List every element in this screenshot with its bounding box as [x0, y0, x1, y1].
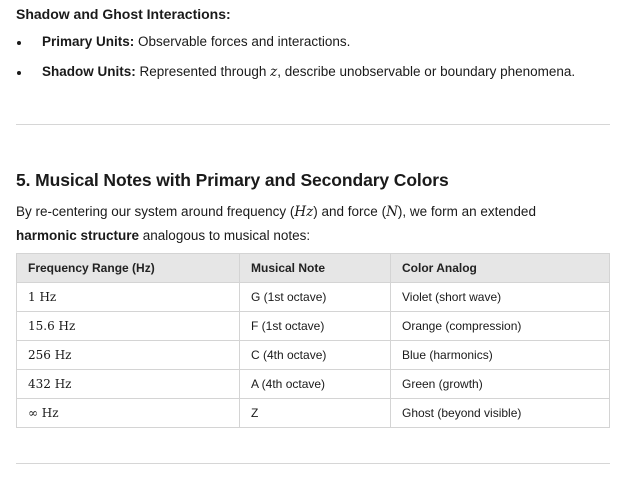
table-row	[17, 399, 610, 428]
cell-frequency: 256 Hz	[17, 341, 240, 370]
column-header-note: Musical Note	[240, 254, 391, 283]
table-row	[17, 283, 610, 312]
cell-color: Ghost (beyond visible)	[391, 399, 610, 428]
para-bold: harmonic structure	[16, 228, 140, 243]
cell-frequency: 15.6 Hz	[17, 312, 240, 341]
para-text: ), we form an extended	[397, 204, 536, 219]
cell-note: A (4th octave)	[240, 370, 391, 399]
bullet-text: , describe unobservable or boundary phenomena.	[277, 64, 576, 79]
cell-color: Violet (short wave)	[391, 283, 610, 312]
horizontal-divider	[16, 124, 610, 125]
cell-color: Blue (harmonics)	[391, 341, 610, 370]
table-row	[17, 341, 610, 370]
para-text: By re-centering our system around frequency (	[16, 204, 295, 219]
cell-frequency: 1 Hz	[17, 283, 240, 312]
math-hz: Hz	[294, 204, 314, 220]
math-n: N	[386, 204, 398, 220]
section-paragraph	[16, 200, 610, 247]
section-title: 5. Musical Notes with Primary and Secondary Colors	[16, 170, 449, 190]
cell-note: Z	[240, 399, 391, 428]
bullet-text: Observable forces and interactions.	[134, 34, 351, 49]
bullet-dot	[17, 41, 21, 45]
cell-color: Green (growth)	[391, 370, 610, 399]
cell-frequency: 432 Hz	[17, 370, 240, 399]
bullet-list	[16, 34, 610, 94]
bullet-dot	[17, 71, 21, 75]
cell-note: G (1st octave)	[240, 283, 391, 312]
table-row	[17, 370, 610, 399]
list-item	[16, 34, 610, 50]
cell-frequency: ∞ Hz	[17, 399, 240, 428]
bullet-label: Primary Units:	[42, 34, 135, 49]
cell-note: C (4th octave)	[240, 341, 391, 370]
column-header-frequency: Frequency Range (Hz)	[17, 254, 240, 283]
section-heading: Shadow and Ghost Interactions:	[16, 6, 231, 22]
cell-note: F (1st octave)	[240, 312, 391, 341]
table-row	[17, 312, 610, 341]
para-text: ) and force (	[313, 204, 387, 219]
para-text: analogous to musical notes:	[139, 228, 311, 243]
column-header-color: Color Analog	[391, 254, 610, 283]
bullet-label: Shadow Units:	[42, 64, 136, 79]
list-item	[16, 64, 610, 80]
math-variable: z	[270, 64, 278, 80]
bullet-text: Represented through	[135, 64, 271, 79]
horizontal-divider	[16, 463, 610, 464]
notes-table	[16, 253, 610, 428]
table-header-row	[17, 254, 610, 283]
cell-color: Orange (compression)	[391, 312, 610, 341]
